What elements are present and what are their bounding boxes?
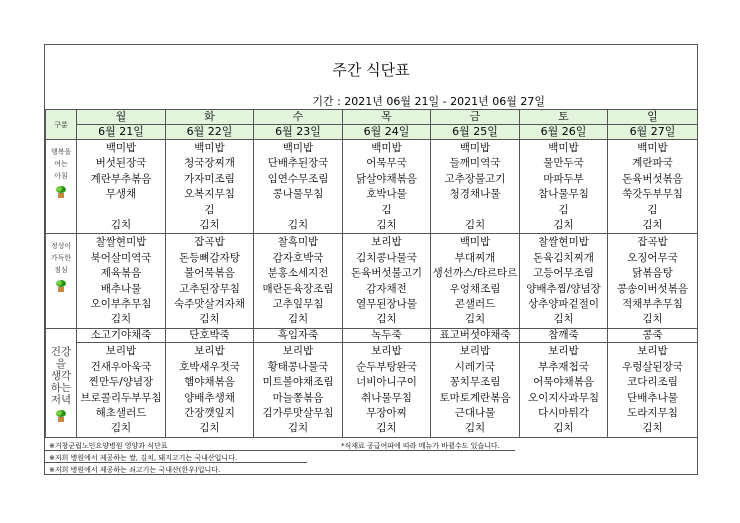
menu-item: 김치 [287, 313, 309, 326]
breakfast-menu-cell [254, 140, 343, 234]
menu-item: 해초샐러드 [95, 407, 147, 420]
menu-item: 호박새우젓국 [179, 360, 240, 373]
menu-item: 단배추나물 [627, 391, 678, 404]
menu-item: 무생채 [105, 188, 137, 201]
menu-item: 잡곡밥 [194, 236, 225, 249]
menu-item [77, 203, 165, 218]
menu-item: 보리밥 [548, 345, 579, 358]
menu-item: 김치 [376, 219, 397, 232]
menu-item: 고등어무조림 [533, 267, 594, 280]
lunch-menu-cell [254, 234, 343, 329]
note-origin-rice: ※저희 병원에서 제공하는 쌀, 김치, 돼지고기는 국내산입니다. [49, 454, 238, 462]
breakfast-menu-cell [431, 140, 520, 234]
menu-item: 고추장불고기 [444, 172, 506, 185]
menu-item: 부대찌개 [454, 251, 496, 264]
menu-item: 김치 [464, 219, 486, 232]
menu-item: 백미밥 [637, 142, 668, 154]
potted-plant-icon [56, 410, 66, 422]
date-sun: 6월 27일 [608, 125, 698, 140]
note-divider [45, 450, 515, 451]
menu-item: 감자채전 [366, 282, 407, 295]
menu-item: 보리밥 [105, 345, 137, 358]
menu-item [254, 203, 342, 218]
day-tue: 화 [166, 110, 254, 125]
menu-item: 무장아찌 [366, 407, 407, 420]
menu-item: 김치 [464, 422, 486, 435]
menu-item: 햄야채볶음 [184, 376, 235, 389]
menu-item: 분홍소세지전 [267, 267, 329, 280]
menu-item: 콘샐러드 [454, 298, 496, 311]
menu-item: 김 [381, 203, 392, 216]
dinner-menu-cell [520, 343, 608, 437]
porridge-row [46, 329, 698, 343]
day-header-row [46, 110, 698, 125]
note-divider [45, 474, 307, 475]
menu-item: 숙주맛살겨자채 [173, 298, 245, 311]
menu-item: 백미밥 [105, 142, 137, 154]
note-substitution: *식재료 공급여파에 따라 메뉴가 바뀔수도 있습니다. [341, 442, 500, 450]
day-fri: 금 [431, 110, 520, 125]
meal-label-line: 점심 [54, 266, 68, 275]
menu-item: 김치 [199, 422, 220, 435]
menu-item: 김치 [110, 313, 132, 326]
menu-table [45, 109, 698, 438]
menu-item: 김가루맛살무침 [262, 407, 334, 420]
date-wed: 6월 23일 [254, 125, 343, 140]
menu-item: 생선까스/타르타르 [432, 267, 518, 280]
menu-item: 미트볼야채조림 [262, 376, 334, 389]
day-sun: 일 [608, 110, 698, 125]
lunch-menu-cell [520, 234, 608, 329]
porridge-cell: 표고버섯야채죽 [431, 329, 520, 343]
menu-item: 돈육버섯불고기 [350, 267, 422, 280]
menu-item: 찰쌀현미밥 [95, 236, 147, 249]
menu-item: 오징어무국 [627, 251, 678, 264]
menu-item: 매란돈육장조림 [262, 282, 334, 295]
menu-item: 김치 [642, 219, 663, 232]
day-sat: 토 [520, 110, 608, 125]
menu-item: 김치 [376, 422, 397, 435]
menu-item: 김 [204, 203, 215, 216]
menu-item: 제육볶음 [100, 267, 142, 280]
menu-item: 우렁살된장국 [622, 360, 683, 373]
note-divider [45, 462, 307, 463]
menu-item: 마파두부 [543, 172, 584, 185]
meal-label-line: 건강을 [50, 346, 72, 371]
menu-item: 가자미조림 [184, 172, 235, 185]
menu-item: 김치 [199, 313, 220, 326]
menu-item: 찐만두/양념장 [88, 376, 154, 389]
menu-item: 황태콩나물국 [267, 360, 329, 373]
category-label: 구분 [46, 110, 77, 140]
menu-item: 간장깻잎지 [184, 407, 235, 420]
menu-item: 김치 [553, 422, 574, 435]
menu-item: 보리밥 [637, 345, 668, 358]
dinner-menu-cell [254, 343, 343, 437]
menu-item: 토마토계란볶음 [439, 391, 511, 404]
page-title: 주간 식단표 [332, 61, 410, 79]
period-text: 기간 : 2021년 06월 21일 - 2021년 06월 27일 [312, 95, 545, 108]
menu-item: 백미밥 [371, 142, 402, 154]
menu-item: 계란부추볶음 [90, 172, 152, 185]
menu-item: 건새우아욱국 [90, 360, 152, 373]
menu-item: 백미밥 [459, 142, 491, 154]
menu-item: 닭볶음탕 [632, 267, 673, 280]
day-wed: 수 [254, 110, 343, 125]
menu-item: 김치 [642, 313, 663, 326]
menu-item: 김치 [199, 219, 220, 232]
dinner-menu-cell [166, 343, 254, 437]
lunch-menu-cell [608, 234, 698, 329]
menu-item: 보리밥 [282, 345, 314, 358]
note-hospital: ※거창군립노인요양병원 영양과 식단표 [49, 442, 168, 450]
menu-item: 찰쌀현미밥 [538, 236, 589, 249]
menu-sheet [44, 44, 698, 475]
menu-item: 고추잎무침 [272, 298, 324, 311]
porridge-cell: 흑임자죽 [254, 329, 343, 343]
menu-item [431, 203, 519, 218]
menu-item: 오복지무침 [184, 188, 235, 201]
dinner-menu-cell [77, 343, 166, 437]
dinner-row [46, 343, 698, 437]
menu-item: 취나물무침 [361, 391, 412, 404]
menu-item: 돈육버섯볶음 [622, 172, 683, 185]
menu-item: 닭살야채볶음 [356, 172, 417, 185]
meal-label-line: 정성이 [50, 242, 72, 251]
meal-label-line: 여는 [54, 160, 68, 168]
date-thu: 6월 24일 [343, 125, 431, 140]
porridge-cell: 소고기야채죽 [77, 329, 166, 343]
dinner-menu-cell [343, 343, 431, 437]
menu-item: 임연수무조림 [267, 172, 329, 185]
menu-item: 오이지사과무침 [527, 391, 599, 404]
meal-label-line: 행복을 [50, 148, 72, 156]
menu-item: 브로콜리두부무침 [80, 391, 162, 404]
menu-item: 우엉채조림 [449, 282, 501, 295]
menu-item: 너비아니구이 [356, 376, 417, 389]
menu-item: 김치 [287, 219, 309, 232]
lunch-menu-cell [166, 234, 254, 329]
menu-item: 돈등뼈감자탕 [179, 251, 240, 264]
menu-item: 단배추된장국 [267, 157, 329, 170]
menu-item: 김 [558, 203, 569, 216]
menu-item: 김치 [110, 422, 132, 435]
menu-item: 코다리조림 [627, 376, 678, 389]
menu-item: 고추된장무침 [179, 282, 240, 295]
lunch-menu-cell [431, 234, 520, 329]
breakfast-label [46, 140, 77, 234]
note-origin-beef: ※저희 병원에서 제공하는 쇠고기는 국내산(한우)입니다. [49, 466, 221, 474]
menu-item: 도라지무침 [627, 407, 678, 420]
meal-label-line: 아침 [54, 172, 68, 180]
menu-item: 돈육김치찌개 [533, 251, 594, 264]
menu-item: 열무된장나물 [356, 298, 417, 311]
menu-item: 콩송이버섯볶음 [616, 282, 688, 295]
date-sat: 6월 26일 [520, 125, 608, 140]
menu-item: 잡곡밥 [637, 236, 668, 249]
menu-item: 배추나물 [100, 282, 142, 295]
menu-item: 김치 [642, 422, 663, 435]
menu-item: 쑥갓두부무침 [622, 188, 683, 201]
lunch-menu-cell [343, 234, 431, 329]
lunch-label [46, 234, 77, 329]
menu-item: 부추재첩국 [538, 360, 589, 373]
potted-plant-icon [56, 280, 66, 292]
lunch-menu-cell [77, 234, 166, 329]
menu-item: 순두부탕완국 [356, 360, 417, 373]
menu-item: 들깨미역국 [449, 157, 501, 170]
dinner-menu-cell [431, 343, 520, 437]
breakfast-menu-cell [520, 140, 608, 234]
menu-item: 어묵야채볶음 [533, 376, 594, 389]
date-fri: 6월 25일 [431, 125, 520, 140]
menu-item: 버섯된장국 [95, 157, 147, 170]
menu-item: 찰흑미밥 [277, 236, 319, 249]
menu-item: 불어묵볶음 [184, 267, 235, 280]
breakfast-row [46, 140, 698, 234]
breakfast-menu-cell [77, 140, 166, 234]
menu-item: 백미밥 [548, 142, 579, 154]
breakfast-menu-cell [166, 140, 254, 234]
dinner-menu-cell [608, 343, 698, 437]
menu-item: 백미밥 [282, 142, 314, 154]
menu-item: 김치 [287, 422, 309, 435]
menu-item: 오이부추무침 [90, 298, 152, 311]
menu-item: 감자호박국 [272, 251, 324, 264]
menu-item: 보리밥 [194, 345, 225, 358]
menu-item: 보리밥 [371, 236, 402, 249]
lunch-row [46, 234, 698, 329]
menu-item: 김치 [110, 219, 132, 232]
menu-item: 청국장찌개 [184, 157, 235, 170]
menu-item: 시레기국 [454, 360, 496, 373]
menu-item: 다시마튀각 [538, 407, 589, 420]
meal-label-line: 저녁 [50, 394, 72, 407]
menu-item: 계란파국 [632, 157, 673, 170]
menu-item: 물만두국 [543, 157, 584, 170]
menu-item: 김치콩나물국 [356, 251, 417, 264]
menu-item: 백미밥 [194, 142, 225, 154]
menu-item: 마늘쫑볶음 [272, 391, 324, 404]
porridge-cell: 녹두죽 [343, 329, 431, 343]
meal-label-line: 생각하는 [50, 370, 72, 395]
breakfast-menu-cell [608, 140, 698, 234]
menu-item: 양배추생채 [184, 391, 235, 404]
menu-item: 꽁치무조림 [449, 376, 501, 389]
menu-item: 양배추찜/양념장 [526, 282, 601, 295]
menu-item: 어묵무국 [366, 157, 407, 170]
menu-item: 적채부추무침 [622, 298, 683, 311]
menu-item: 상추양파겉절이 [527, 298, 599, 311]
date-header-row [46, 125, 698, 140]
menu-item: 백미밥 [459, 236, 491, 249]
date-mon: 6월 21일 [77, 125, 166, 140]
porridge-cell: 참깨죽 [520, 329, 608, 343]
menu-item: 청경채나물 [449, 188, 501, 201]
menu-item: 김치 [553, 219, 574, 232]
menu-item: 보리밥 [371, 345, 402, 358]
menu-item: 근대나물 [454, 407, 496, 420]
menu-item: 보리밥 [459, 345, 491, 358]
menu-item: 김치 [376, 313, 397, 326]
dinner-label [46, 329, 77, 437]
porridge-cell: 콩죽 [608, 329, 698, 343]
meal-label-line: 가득한 [50, 254, 72, 263]
breakfast-menu-cell [343, 140, 431, 234]
menu-item: 북어살미역국 [90, 251, 152, 264]
menu-item: 김치 [464, 313, 486, 326]
menu-item: 호박나물 [366, 188, 407, 201]
menu-item: 콩나물무침 [272, 188, 324, 201]
porridge-cell: 단호박죽 [166, 329, 254, 343]
menu-item: 김 [647, 203, 658, 216]
menu-item: 김치 [553, 313, 574, 326]
date-tue: 6월 22일 [166, 125, 254, 140]
menu-item: 참나물무침 [538, 188, 589, 201]
potted-plant-icon [56, 186, 66, 198]
day-thu: 목 [343, 110, 431, 125]
day-mon: 월 [77, 110, 166, 125]
